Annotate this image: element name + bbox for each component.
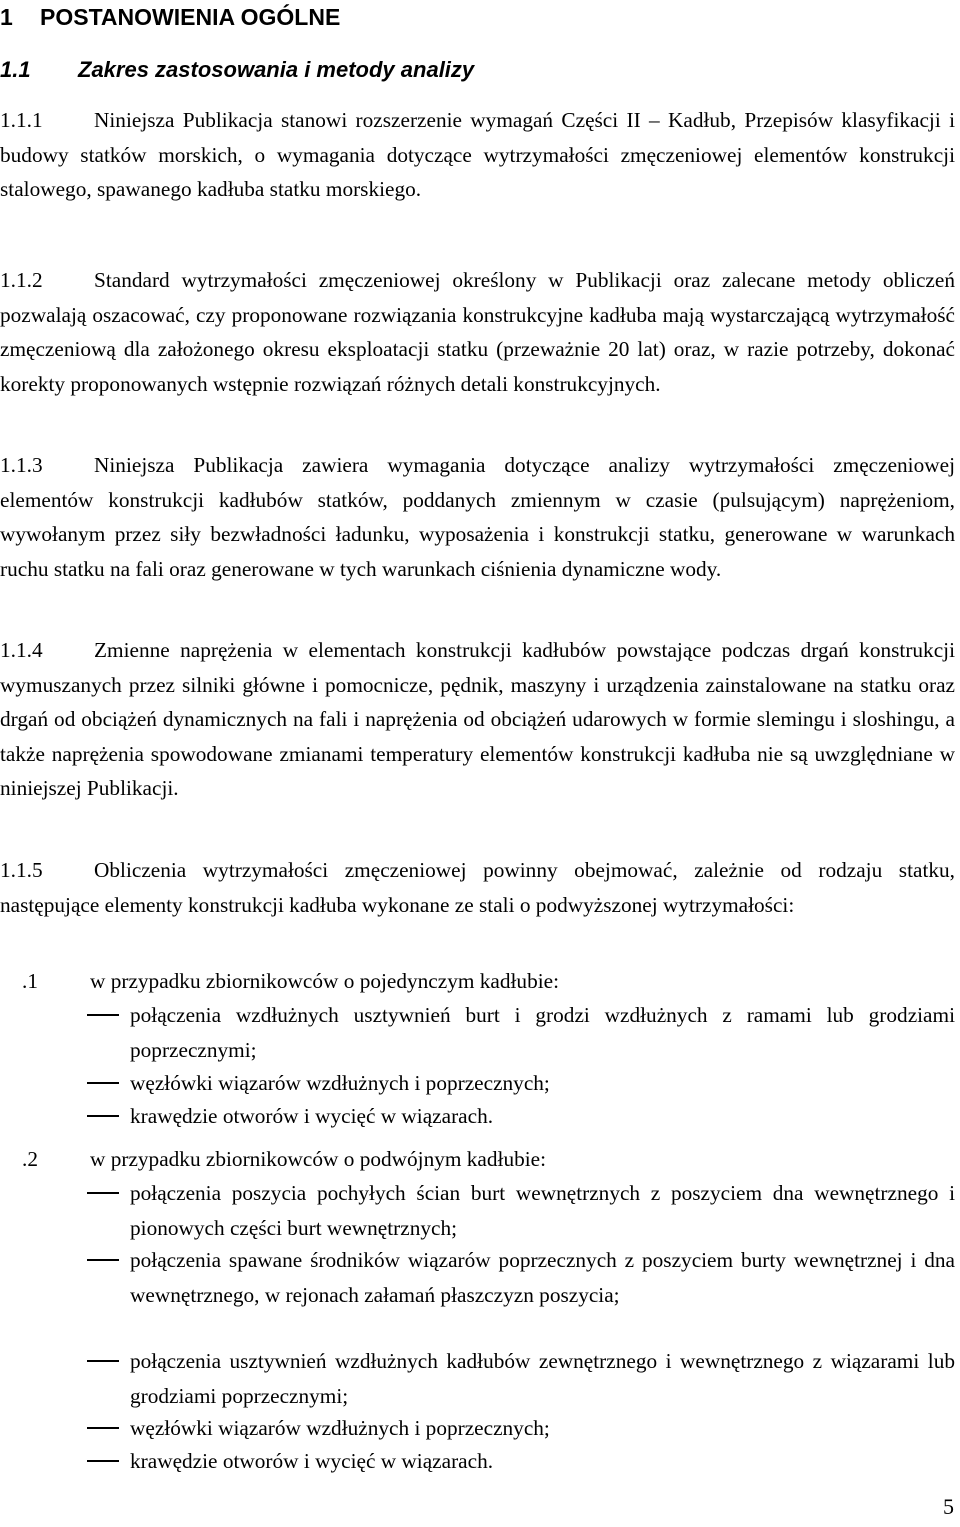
subsection-title: Zakres zastosowania i metody analizy: [78, 57, 475, 82]
list-item-2: [22, 1142, 955, 1177]
bullet-text: połączenia usztywnień wzdłużnych kadłubów zewnętrznego i wewnętrznego z wiązarami lub grodziami poprzecznymi;: [130, 1349, 955, 1408]
dash-bullet-icon: [87, 1192, 119, 1194]
dash-bullet-icon: [87, 1259, 119, 1261]
bullet-text: węzłówki wiązarów wzdłużnych i poprzecznych;: [130, 1071, 550, 1095]
list-item-1: [22, 964, 955, 999]
list-item-text: w przypadku zbiornikowców o podwójnym kadłubie:: [90, 1147, 547, 1171]
paragraph-text: Obliczenia wytrzymałości zmęczeniowej powinny obejmować, zależnie od rodzaju statku, następujące elementy konstrukcji kadłuba wykonane ze stali o podwyższonej wytrzymałości:: [0, 858, 955, 917]
dash-bullet-icon: [87, 1460, 119, 1462]
bullet-text: połączenia poszycia pochyłych ścian burt wewnętrznych z poszyciem dna wewnętrznego i pionowych części burt wewnętrznych;: [130, 1181, 955, 1240]
bullet-item: [87, 1411, 955, 1446]
dash-bullet-icon: [87, 1014, 119, 1016]
bullet-text: węzłówki wiązarów wzdłużnych i poprzecznych;: [130, 1416, 550, 1440]
bullet-item: [87, 1444, 955, 1479]
paragraph-text: Zmienne naprężenia w elementach konstrukcji kadłubów powstające podczas drgań konstrukcji wymuszanych przez silniki główne i pomocnicze, pędnik, maszyny i urządzenia zainstalowane na statku oraz drgań od obciążeń dynamicznych na fali i naprężenia od obciążeń udarowych w formie slemingu i sloshingu, a także naprężenia spowodowane zmianami temperatury elementów konstrukcji kadłuba nie są uwzględniane w niniejszej Publikacji.: [0, 638, 955, 800]
paragraph-1-1-4: [0, 633, 955, 806]
paragraph-text: Standard wytrzymałości zmęczeniowej określony w Publikacji oraz zalecane metody obliczeń pozwalają oszacować, czy proponowane rozwiązania konstrukcyjne kadłuba mają wystarczającą wytrzymałość zmęczeniową dla założonego okresu eksploatacji statku (przeważnie 20 lat) oraz, w razie potrzeby, dokonać korekty proponowanych wstępnie rozwiązań różnych detali konstrukcyjnych.: [0, 268, 955, 396]
bullet-item: [87, 998, 955, 1067]
dash-bullet-icon: [87, 1360, 119, 1362]
dash-bullet-icon: [87, 1115, 119, 1117]
bullet-text: połączenia wzdłużnych usztywnień burt i grodzi wzdłużnych z ramami lub grodziami poprzecznymi;: [130, 1003, 955, 1062]
paragraph-text: Niniejsza Publikacja zawiera wymagania dotyczące analizy wytrzymałości zmęczeniowej elementów konstrukcji kadłubów statków, poddanych zmiennym w czasie (pulsującym) naprężeniom, wywołanym przez siły bezwładności ładunku, wyposażenia i konstrukcji statku, generowane w warunkach ruchu statku na fali oraz generowane w tych warunkach ciśnienia dynamiczne wody.: [0, 453, 955, 581]
bullet-text: krawędzie otworów i wycięć w wiązarach.: [130, 1104, 494, 1128]
paragraph-number: 1.1.5: [0, 858, 43, 882]
dash-bullet-icon: [87, 1082, 119, 1084]
paragraph-text: Niniejsza Publikacja stanowi rozszerzenie wymagań Części II ‒ Kadłub, Przepisów klasyfikacji i budowy statków morskich, o wymagania dotyczące wytrzymałości zmęczeniowej elementów konstrukcji stalowego, spawanego kadłuba statku morskiego.: [0, 108, 955, 201]
list-item-number: .2: [22, 1147, 38, 1171]
list-item-text: w przypadku zbiornikowców o pojedynczym kadłubie:: [90, 969, 559, 993]
paragraph-number: 1.1.2: [0, 268, 43, 292]
subsection-heading: [0, 55, 474, 85]
bullet-text: połączenia spawane środników wiązarów poprzecznych z poszyciem burty wewnętrznej i dna wewnętrznego, w rejonach załamań płaszczyzn poszycia;: [130, 1248, 955, 1307]
bullet-item: [87, 1344, 955, 1413]
bullet-item: [87, 1066, 955, 1101]
dash-bullet-icon: [87, 1427, 119, 1429]
paragraph-1-1-3: [0, 448, 955, 586]
section-number: 1: [0, 4, 13, 30]
section-heading: [0, 2, 340, 32]
paragraph-number: 1.1.4: [0, 638, 43, 662]
bullet-item: [87, 1243, 955, 1312]
paragraph-number: 1.1.1: [0, 108, 43, 132]
subsection-number: 1.1: [0, 57, 31, 82]
section-title: POSTANOWIENIA OGÓLNE: [40, 4, 341, 30]
bullet-item: [87, 1176, 955, 1245]
page-number: 5: [943, 1494, 954, 1519]
bullet-item: [87, 1099, 955, 1134]
paragraph-1-1-2: [0, 263, 955, 401]
paragraph-1-1-1: [0, 103, 955, 207]
paragraph-1-1-5: [0, 853, 955, 922]
bullet-text: krawędzie otworów i wycięć w wiązarach.: [130, 1449, 494, 1473]
list-item-number: .1: [22, 969, 38, 993]
paragraph-number: 1.1.3: [0, 453, 43, 477]
